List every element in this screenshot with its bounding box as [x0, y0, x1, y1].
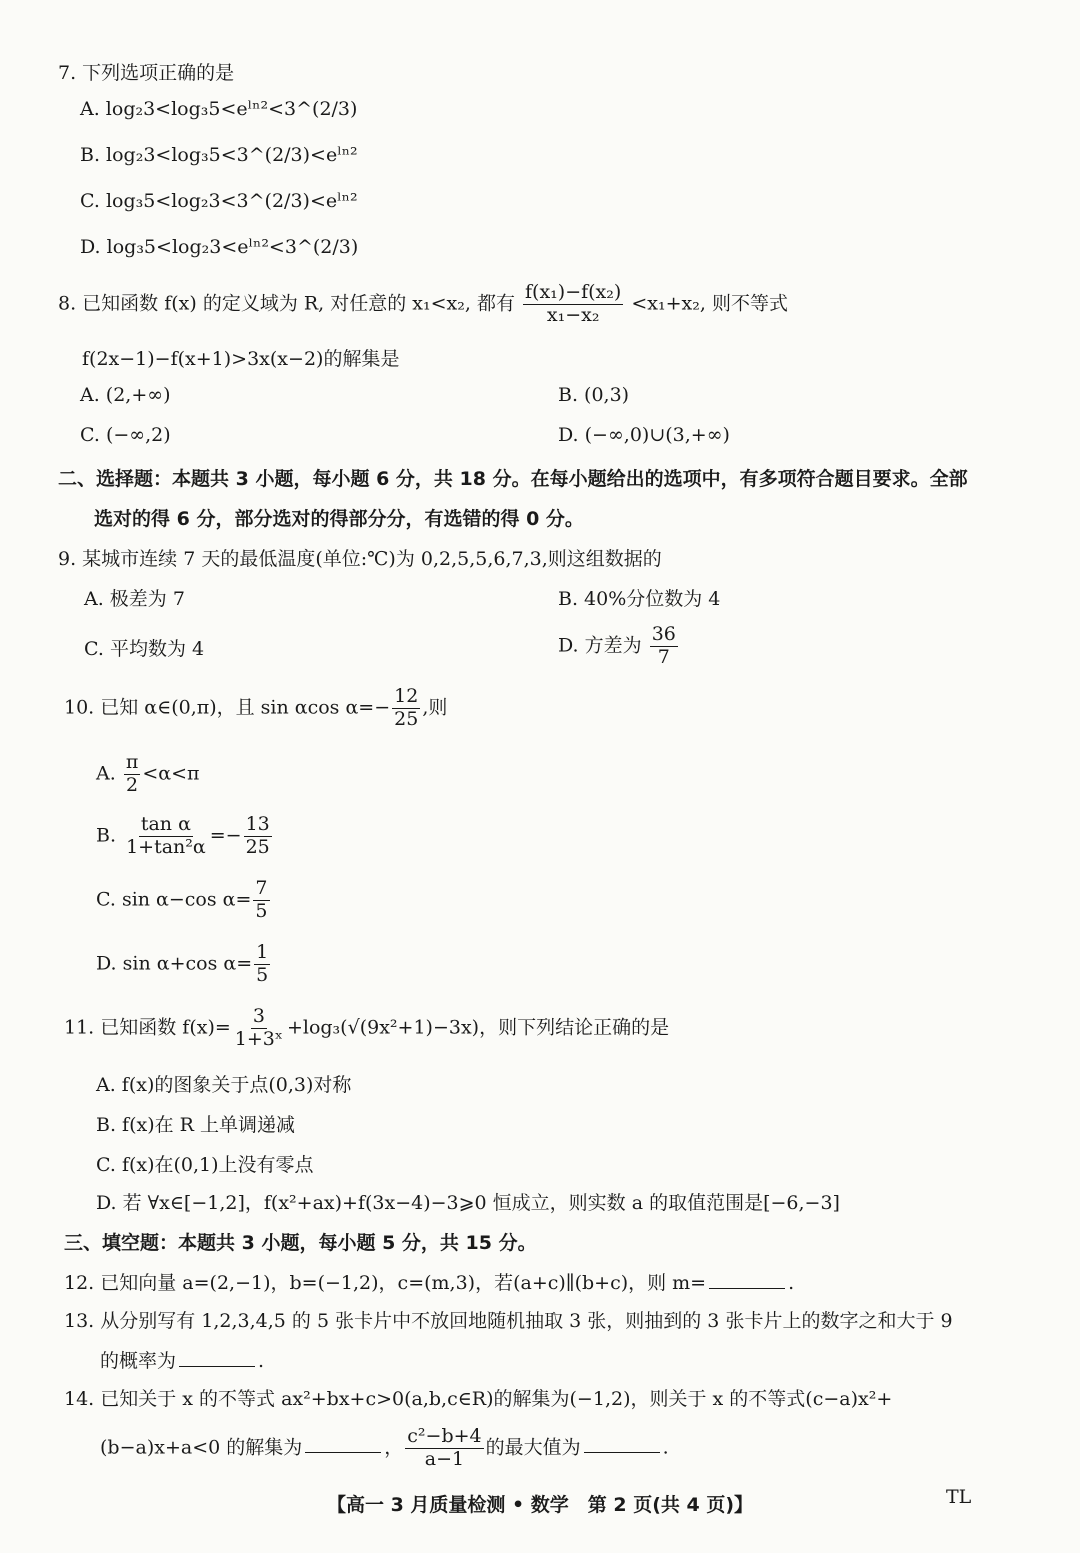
q10-stem — [64, 686, 447, 731]
q8-frac-den: x₁−x₂ — [546, 303, 600, 326]
q11-option-d: D. 若 ∀x∈[−1,2]，f(x²+ax)+f(3x−4)−3⩾0 恒成立，则实数 a 的取值范围是[−6,−3] — [96, 1192, 840, 1214]
q11-option-b: B. f(x)在 R 上单调递减 — [96, 1114, 295, 1136]
q10-d-num: 1 — [256, 941, 269, 963]
q11-option-a: A. f(x)的图象关于点(0,3)对称 — [96, 1074, 352, 1096]
q9-option-b: B. 40%分位数为 4 — [558, 588, 721, 610]
q7-option-c: C. log₃5<log₂3<3^(2/3)<eˡⁿ² — [80, 190, 358, 212]
q10-option-b — [96, 814, 274, 859]
q10-a-suffix: <α<π — [142, 762, 200, 785]
q11-stem-b: +log₃(√(9x²+1)−3x)，则下列结论正确的是 — [286, 1016, 670, 1039]
section2-line1: 二、选择题：本题共 3 小题，每小题 6 分，共 18 分。在每小题给出的选项中，有多项符合题目要求。全部 — [58, 468, 968, 490]
q10-d-fraction — [254, 942, 270, 987]
q10-b-prefix: B. — [96, 824, 117, 847]
q10-a-den: 2 — [126, 773, 139, 796]
q11-stem-a: 11. 已知函数 f(x)= — [64, 1016, 231, 1039]
q10-a-fraction — [124, 752, 141, 797]
q8-option-b: B. (0,3) — [558, 384, 630, 406]
q8-stem-a: 8. 已知函数 f(x) 的定义域为 R, 对任意的 x₁<x₂, 都有 — [58, 292, 515, 315]
q9-d-den: 7 — [657, 645, 670, 668]
q10-option-c — [96, 878, 272, 923]
q7-option-d: D. log₃5<log₂3<eˡⁿ²<3^(2/3) — [80, 236, 359, 258]
q10-stem-a: 10. 已知 α∈(0,π)，且 sin αcos α=− — [64, 696, 391, 719]
q10-c-fraction — [253, 878, 269, 923]
q10-d-prefix: D. sin α+cos α= — [96, 952, 253, 975]
q13-answer-blank — [179, 1365, 255, 1367]
q10-c-num: 7 — [255, 877, 268, 899]
q10-c-den: 5 — [255, 899, 268, 922]
q8-stem-line1 — [58, 282, 788, 327]
q14-fraction — [405, 1426, 483, 1471]
q10-c-prefix: C. sin α−cos α= — [96, 888, 252, 911]
q10-b-rhs-fraction — [244, 814, 272, 859]
q14-line2 — [100, 1426, 669, 1471]
q9-option-c: C. 平均数为 4 — [84, 638, 205, 660]
q10-d-den: 5 — [256, 963, 269, 986]
q7-option-b: B. log₂3<log₃5<3^(2/3)<eˡⁿ² — [80, 144, 358, 166]
q10-b-num: tan α — [140, 813, 191, 835]
q14-line1: 14. 已知关于 x 的不等式 ax²+bx+c>0(a,b,c∈R)的解集为(−1,2)，则关于 x 的不等式(c−a)x²+ — [64, 1388, 893, 1410]
q8-option-a: A. (2,+∞) — [80, 384, 171, 406]
q10-option-d — [96, 942, 272, 987]
q13-line1: 13. 从分别写有 1,2,3,4,5 的 5 张卡片中不放回地随机抽取 3 张，则抽到的 3 张卡片上的数字之和大于 9 — [64, 1310, 953, 1332]
q12-text: 12. 已知向量 a=(2,−1)，b=(−1,2)，c=(m,3)，若(a+c)∥(b+c)，则 m= — [64, 1272, 707, 1294]
q8-fraction — [523, 282, 623, 327]
q7-option-a: A. log₂3<log₃5<eˡⁿ²<3^(2/3) — [80, 98, 358, 120]
q14-answer-blank-1 — [305, 1451, 381, 1453]
q8-option-d: D. (−∞,0)∪(3,+∞) — [558, 424, 730, 446]
q13-end: . — [258, 1350, 265, 1372]
q14-frac-den: a−1 — [424, 1447, 465, 1470]
q10-stem-den: 25 — [394, 707, 419, 730]
q8-frac-num: f(x₁)−f(x₂) — [525, 281, 622, 303]
footer-code: TL — [946, 1486, 972, 1508]
q10-b-rden: 25 — [245, 835, 270, 858]
q9-option-d — [558, 624, 680, 669]
q9-d-fraction — [650, 624, 678, 669]
q11-option-c: C. f(x)在(0,1)上没有零点 — [96, 1154, 314, 1176]
q13-line2 — [100, 1346, 264, 1373]
q10-a-num: π — [125, 751, 139, 773]
q9-d-num: 36 — [651, 623, 676, 645]
q14-text-b: 的最大值为 — [485, 1436, 581, 1459]
q8-stem-b: <x₁+x₂, 则不等式 — [631, 292, 788, 315]
q14-end: . — [662, 1436, 669, 1459]
q13-text: 的概率为 — [100, 1350, 177, 1372]
section2-line2: 选对的得 6 分，部分选对的得部分分，有选错的得 0 分。 — [94, 508, 584, 530]
q8-option-c: C. (−∞,2) — [80, 424, 171, 446]
q14-comma: ， — [384, 1436, 404, 1459]
q11-frac-den: 1+3ˣ — [234, 1027, 283, 1050]
q7-stem: 7. 下列选项正确的是 — [58, 62, 235, 84]
q10-stem-fraction — [392, 686, 420, 731]
q14-text-a: (b−a)x+a<0 的解集为 — [100, 1436, 303, 1459]
q10-b-mid: =− — [209, 824, 242, 847]
q10-b-den: 1+tan²α — [126, 835, 206, 858]
q9-d-prefix: D. 方差为 — [558, 634, 642, 657]
q10-stem-b: ,则 — [422, 696, 448, 719]
q11-frac-num: 3 — [252, 1005, 265, 1027]
q14-answer-blank-2 — [584, 1451, 660, 1453]
q10-stem-num: 12 — [394, 685, 419, 707]
q11-stem — [64, 1006, 669, 1051]
q11-fraction — [233, 1006, 285, 1051]
q12-stem — [64, 1268, 794, 1295]
q12-end: . — [788, 1272, 795, 1294]
q10-option-a — [96, 752, 199, 797]
q10-a-prefix: A. — [96, 762, 116, 785]
q12-answer-blank — [709, 1287, 785, 1289]
q9-option-a: A. 极差为 7 — [84, 588, 185, 610]
page-footer: 【高一 3 月质量检测 • 数学 第 2 页(共 4 页)】 — [326, 1494, 754, 1516]
q10-b-rnum: 13 — [245, 813, 270, 835]
q8-stem-line2: f(2x−1)−f(x+1)>3x(x−2)的解集是 — [82, 348, 400, 370]
q9-stem: 9. 某城市连续 7 天的最低温度(单位:℃)为 0,2,5,5,6,7,3,则这组数据的 — [58, 548, 662, 570]
section3-header: 三、填空题：本题共 3 小题，每小题 5 分，共 15 分。 — [64, 1232, 537, 1254]
q10-b-fraction — [124, 814, 208, 859]
q14-frac-num: c²−b+4 — [407, 1425, 482, 1447]
